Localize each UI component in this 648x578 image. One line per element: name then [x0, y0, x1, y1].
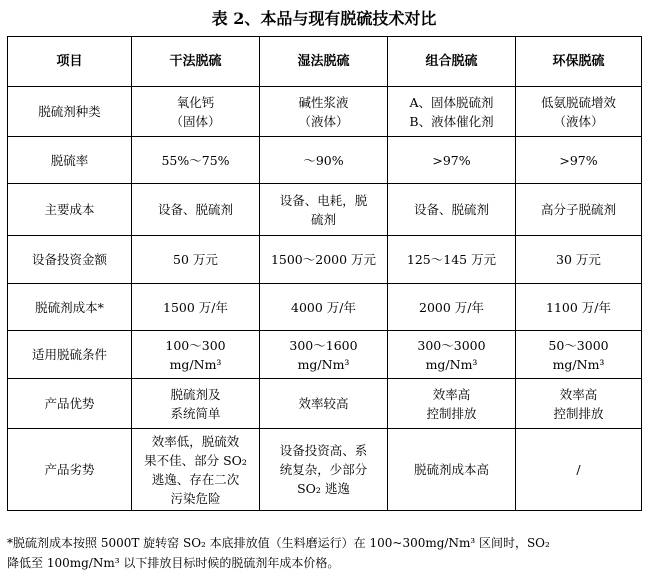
cell-line: 果不佳、部分 SO₂ [144, 452, 247, 468]
cell-line: A、固体脱硫剂 [409, 94, 494, 110]
cell-line: 高分子脱硫剂 [540, 202, 616, 217]
cell-line: 控制排放 [553, 405, 604, 421]
header-eco: 环保脱硫 [516, 37, 642, 87]
cell-line: 脱硫剂及 [170, 386, 221, 402]
cell-line: mg/Nm³ [297, 356, 350, 372]
cell-line: 2000 万/年 [419, 299, 484, 315]
table-cell [388, 137, 516, 184]
table-cell [388, 284, 516, 331]
cell-line: 逃逸、存在二次 [151, 471, 240, 487]
header-item: 项目 [8, 37, 132, 87]
cell-line: 300～3000 [417, 337, 486, 353]
cell-line: SO₂ 逃逸 [297, 481, 350, 496]
cell-line: 30 万元 [556, 252, 601, 267]
cell-line: 设备投资高、系 [279, 443, 368, 458]
row-label: 脱硫率 [8, 137, 132, 184]
table-cell [132, 87, 260, 137]
row-label: 产品优势 [8, 379, 132, 429]
table-cell [516, 236, 642, 284]
cell-line: 效率低，脱硫效 [151, 433, 240, 449]
table-cell [132, 379, 260, 429]
cell-line: / [576, 462, 581, 477]
header-wet: 湿法脱硫 [260, 37, 388, 87]
cell-line: 设备、脱硫剂 [413, 202, 489, 217]
cell-line: >97% [559, 152, 598, 168]
cell-line: mg/Nm³ [552, 356, 605, 372]
table-row [8, 236, 642, 284]
table-cell [260, 429, 388, 511]
table-cell [388, 331, 516, 379]
table-cell [516, 137, 642, 184]
cell-line: 低氨脱硫增效 [540, 94, 616, 110]
cell-line: （液体） [553, 113, 604, 129]
table-row [8, 331, 642, 379]
table-cell [260, 379, 388, 429]
table-cell [516, 429, 642, 511]
row-label: 脱硫剂种类 [8, 87, 132, 137]
table-row [8, 429, 642, 511]
table-cell [516, 87, 642, 137]
table-row [8, 284, 642, 331]
table-cell [260, 137, 388, 184]
cell-line: （液体） [298, 113, 349, 129]
cell-line: >97% [432, 152, 471, 168]
cell-line: 污染危险 [170, 490, 221, 506]
cell-line: 氧化钙 [176, 94, 215, 110]
table-cell [260, 236, 388, 284]
cell-line: 1500～2000 万元 [270, 252, 377, 267]
row-label: 适用脱硫条件 [8, 331, 132, 379]
cell-line: 55%～75% [161, 152, 230, 168]
cell-line: 1100 万/年 [546, 299, 611, 315]
table-cell [516, 331, 642, 379]
table-row [8, 87, 642, 137]
table-row [8, 184, 642, 236]
footnote-line-2: 降低至 100mg/Nm³ 以下排放目标时候的脱硫剂年成本价格。 [7, 556, 340, 570]
row-label: 产品劣势 [8, 429, 132, 511]
table-cell [516, 184, 642, 236]
header-dry: 干法脱硫 [132, 37, 260, 87]
cell-line: mg/Nm³ [425, 356, 478, 372]
cell-line: ～90% [303, 152, 344, 168]
row-label: 脱硫剂成本* [8, 284, 132, 331]
table-row [8, 137, 642, 184]
table-cell [132, 236, 260, 284]
cell-line: 50 万元 [173, 252, 218, 267]
table-cell [132, 137, 260, 184]
table-cell [260, 184, 388, 236]
cell-line: （固体） [170, 113, 221, 129]
cell-line: 硫剂 [310, 211, 336, 227]
cell-line: B、液体催化剂 [409, 113, 494, 129]
cell-line: 300～1600 [289, 337, 358, 353]
table-cell [516, 284, 642, 331]
table-cell [260, 284, 388, 331]
table-cell [388, 236, 516, 284]
cell-line: mg/Nm³ [169, 356, 222, 372]
table-cell [388, 429, 516, 511]
table-cell [260, 87, 388, 137]
cell-line: 脱硫剂成本高 [413, 462, 489, 477]
cell-line: 100～300 [165, 337, 226, 353]
cell-line: 控制排放 [426, 405, 477, 421]
cell-line: 125～145 万元 [406, 252, 497, 267]
table-cell [132, 184, 260, 236]
table-cell [260, 331, 388, 379]
table-row [8, 379, 642, 429]
cell-line: 50～3000 [548, 337, 609, 353]
footnote [7, 533, 641, 573]
row-label: 设备投资金额 [8, 236, 132, 284]
table-title: 表 2、本品与现有脱硫技术对比 [211, 9, 437, 28]
cell-line: 4000 万/年 [291, 299, 356, 315]
header-row [8, 37, 642, 87]
cell-line: 系统简单 [170, 405, 221, 421]
header-combined: 组合脱硫 [388, 37, 516, 87]
table-cell [516, 379, 642, 429]
footnote-line-1: *脱硫剂成本按照 5000T 旋转窑 SO₂ 本底排放值（生料磨运行）在 100~300mg/Nm³ 区间时，SO₂ [7, 536, 550, 550]
cell-line: 效率高 [559, 386, 598, 402]
cell-line: 统复杂，少部分 [279, 462, 368, 477]
table-cell [132, 331, 260, 379]
table-cell [388, 87, 516, 137]
cell-line: 效率较高 [298, 396, 349, 411]
table-cell [388, 379, 516, 429]
table-cell [388, 184, 516, 236]
cell-line: 设备、电耗，脱 [279, 192, 368, 208]
cell-line: 设备、脱硫剂 [157, 202, 233, 217]
cell-line: 效率高 [432, 386, 471, 402]
cell-line: 1500 万/年 [163, 299, 228, 315]
table-cell [132, 429, 260, 511]
cell-line: 碱性浆液 [298, 94, 349, 110]
comparison-table [7, 36, 642, 511]
table-cell [132, 284, 260, 331]
row-label: 主要成本 [8, 184, 132, 236]
